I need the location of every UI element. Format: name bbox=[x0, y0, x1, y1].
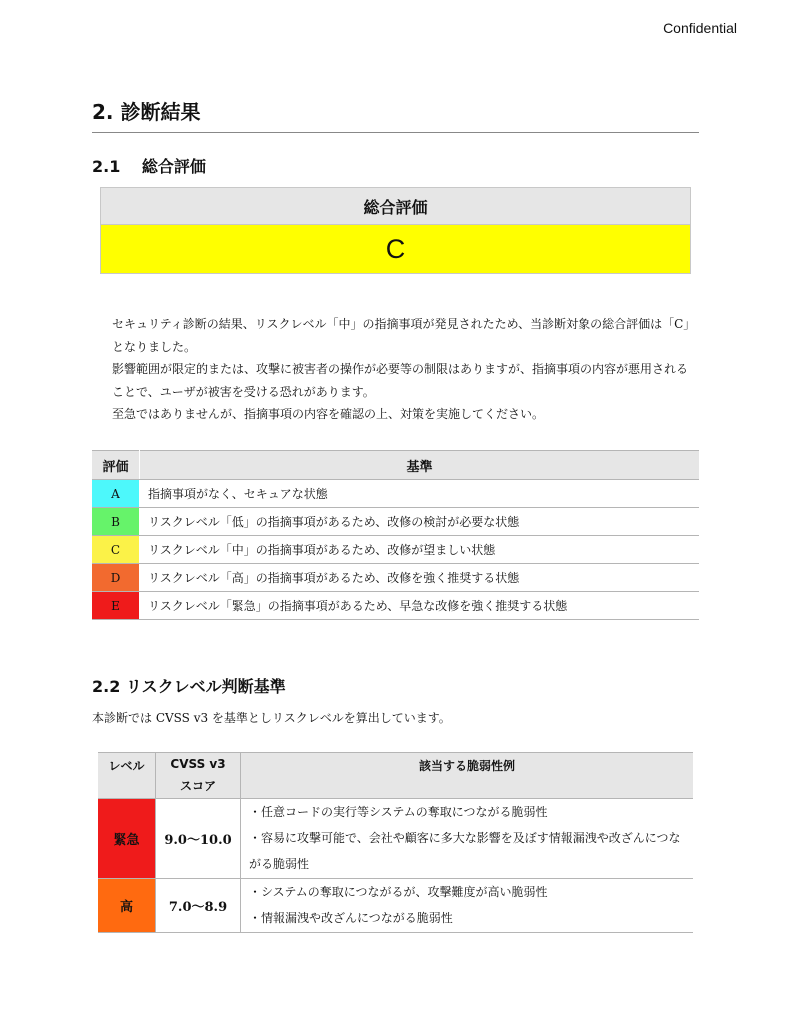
risk-intro: 本診断では CVSS v3 を基準としリスクレベルを算出しています。 bbox=[92, 711, 451, 725]
grade-description: リスクレベル「低」の指摘事項があるため、改修の検討が必要な状態 bbox=[140, 508, 700, 536]
risk-header-examples: 該当する脆弱性例 bbox=[241, 753, 694, 799]
risk-example: ・システムの奪取につながるが、攻撃難度が高い脆弱性 bbox=[249, 885, 548, 899]
risk-header-score bbox=[156, 753, 241, 799]
risk-score-cell: 7.0〜8.9 bbox=[156, 879, 241, 933]
criteria-row bbox=[92, 592, 699, 620]
grade-cell: D bbox=[92, 564, 140, 592]
risk-row bbox=[98, 799, 693, 879]
grade-description: リスクレベル「緊急」の指摘事項があるため、早急な改修を強く推奨する状態 bbox=[140, 592, 700, 620]
grade-description: 指摘事項がなく、セキュアな状態 bbox=[140, 480, 700, 508]
risk-examples-cell bbox=[241, 879, 694, 933]
overall-rating-header: 総合評価 bbox=[101, 188, 691, 225]
risk-heading: 2.2 リスクレベル判断基準 bbox=[92, 677, 286, 696]
grade-description: リスクレベル「高」の指摘事項があるため、改修を強く推奨する状態 bbox=[140, 564, 700, 592]
criteria-row bbox=[92, 508, 699, 536]
confidential-label: Confidential bbox=[663, 20, 737, 36]
section-title: 2. 診断結果 bbox=[92, 100, 201, 124]
risk-score-cell: 9.0〜10.0 bbox=[156, 799, 241, 879]
grade-description: リスクレベル「中」の指摘事項があるため、改修が望ましい状態 bbox=[140, 536, 700, 564]
risk-level-cell: 緊急 bbox=[98, 799, 156, 879]
description-paragraph: セキュリティ診断の結果、リスクレベル「中」の指摘事項が発見されたため、当診断対象の総合評価は「C」となりました。 bbox=[112, 317, 696, 354]
grade-cell: E bbox=[92, 592, 140, 620]
overall-rating-table bbox=[100, 187, 691, 274]
grade-cell: A bbox=[92, 480, 140, 508]
risk-header-score-line2: スコア bbox=[179, 779, 216, 793]
criteria-row bbox=[92, 564, 699, 592]
grade-cell: B bbox=[92, 508, 140, 536]
risk-header-level: レベル bbox=[98, 753, 156, 799]
description-paragraph: 至急ではありませんが、指摘事項の内容を確認の上、対策を実施してください。 bbox=[112, 407, 545, 421]
overall-description bbox=[112, 313, 696, 426]
risk-examples-cell bbox=[241, 799, 694, 879]
risk-level-cell: 高 bbox=[98, 879, 156, 933]
section-divider bbox=[92, 132, 699, 133]
risk-level-table bbox=[98, 752, 693, 933]
criteria-row bbox=[92, 480, 699, 508]
overall-heading: 2.1 総合評価 bbox=[92, 157, 206, 176]
description-paragraph: 影響範囲が限定的または、攻撃に被害者の操作が必要等の制限はありますが、指摘事項の内容が悪用されることで、ユーザが被害を受ける恐れがあります。 bbox=[112, 362, 689, 399]
overall-rating-value: C bbox=[101, 225, 691, 274]
risk-row bbox=[98, 879, 693, 933]
criteria-row bbox=[92, 536, 699, 564]
grade-cell: C bbox=[92, 536, 140, 564]
risk-example: ・任意コードの実行等システムの奪取につながる脆弱性 bbox=[249, 805, 548, 819]
risk-example: ・容易に攻撃可能で、会社や顧客に多大な影響を及ぼす情報漏洩や改ざんにつながる脆弱性 bbox=[249, 831, 681, 871]
risk-header-score-line1: CVSS v3 bbox=[170, 757, 226, 771]
rating-criteria-table bbox=[92, 450, 699, 620]
criteria-header-desc: 基準 bbox=[140, 451, 700, 480]
risk-example: ・情報漏洩や改ざんにつながる脆弱性 bbox=[249, 911, 453, 925]
criteria-header-grade: 評価 bbox=[92, 451, 140, 480]
